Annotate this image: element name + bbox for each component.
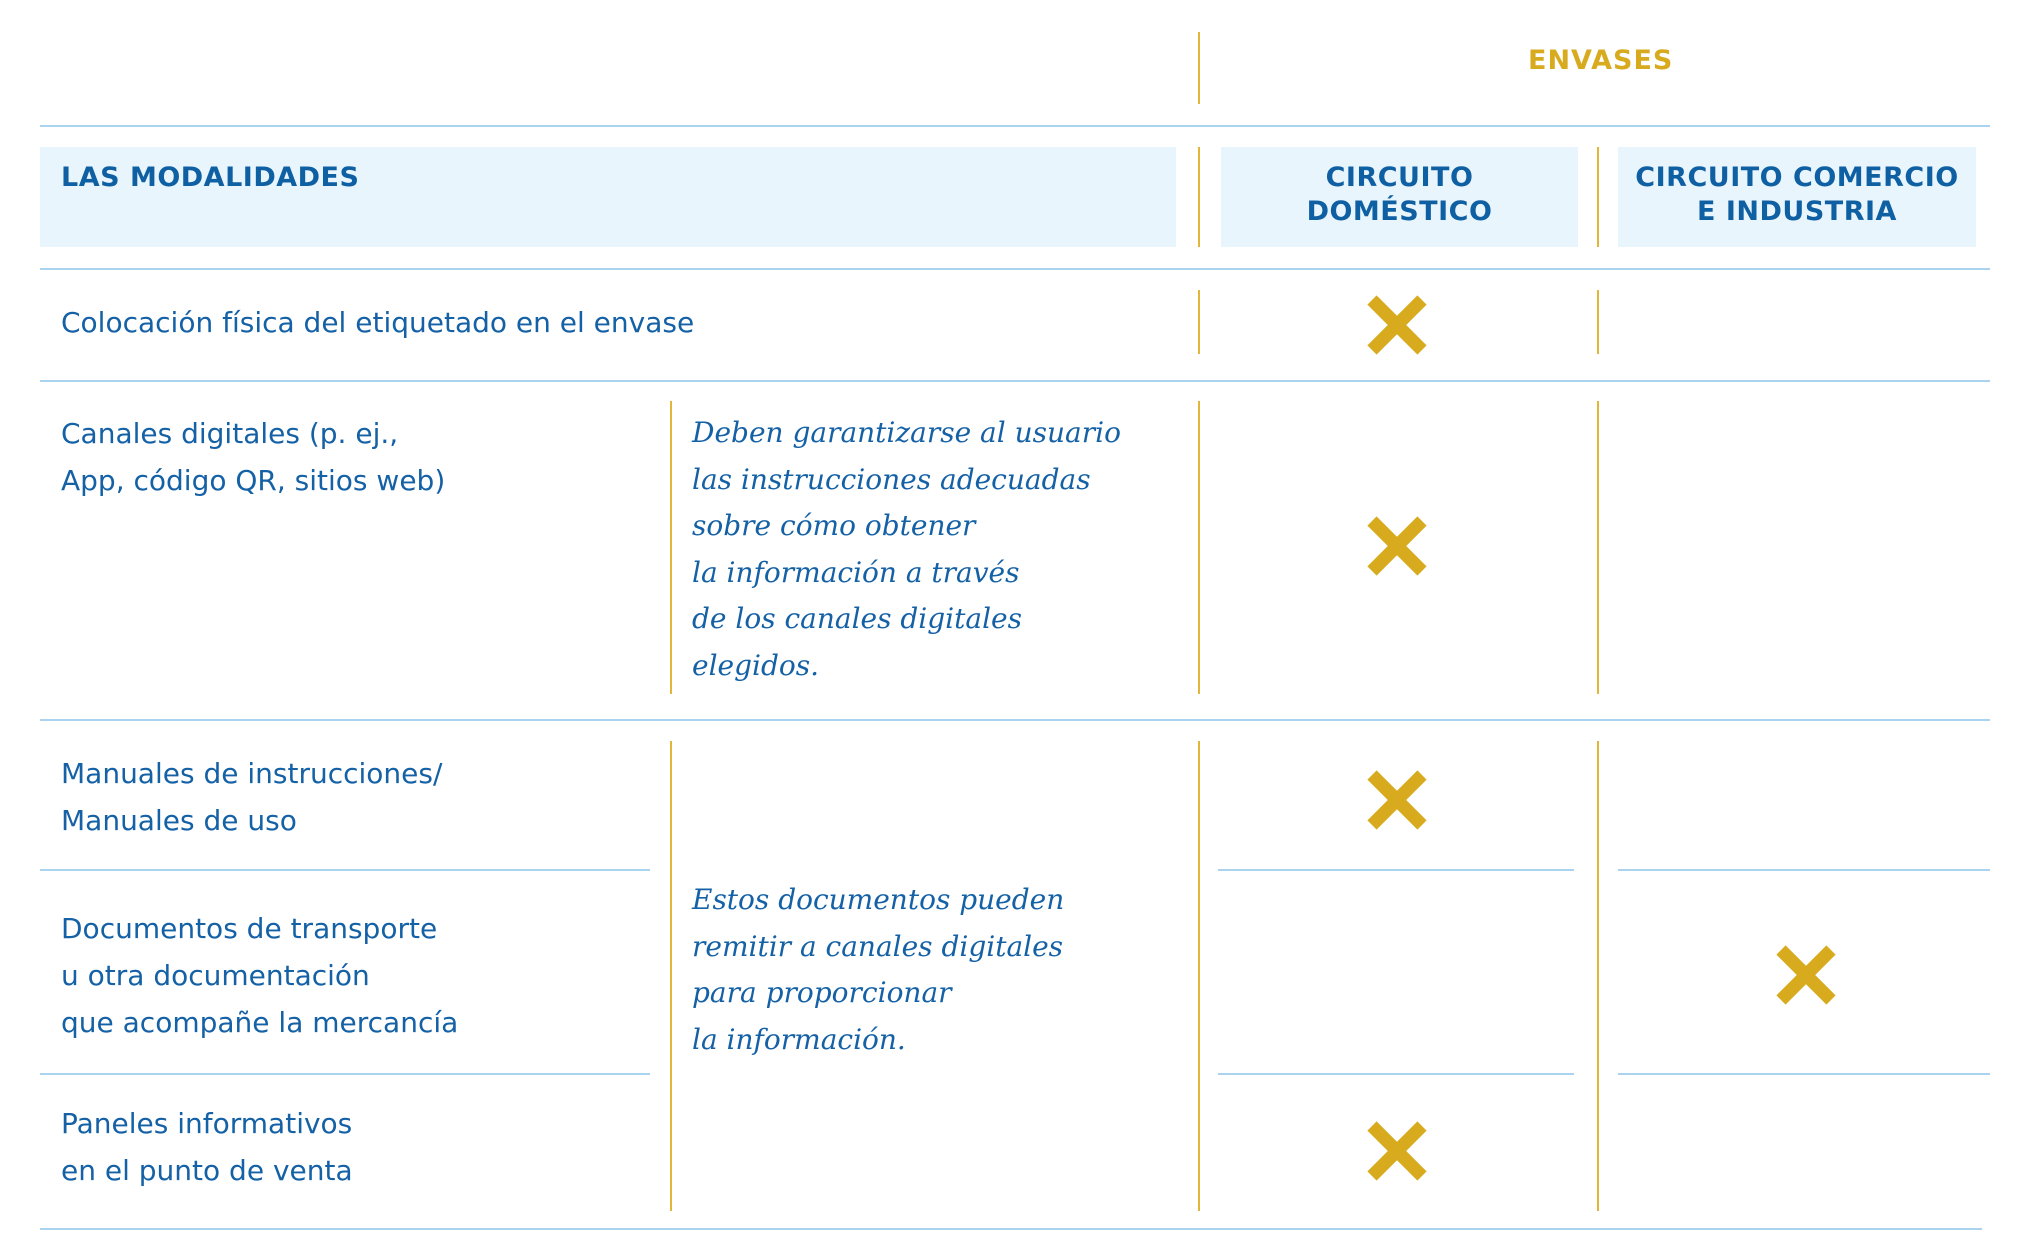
row1-divider-2 [1597,290,1599,354]
header-top-rule [40,125,1990,127]
cross-mark-icon [1364,1118,1430,1184]
row-rule-1 [40,268,1990,270]
note-divider-digital [670,401,672,694]
envases-title: ENVASES [1528,45,1674,76]
cross-mark-icon [1773,942,1839,1008]
domestic-header: CIRCUITO DOMÉSTICO [1306,162,1493,227]
row1-divider-1 [1198,290,1200,354]
industry-header: CIRCUITO COMERCIO E INDUSTRIA [1635,162,1959,227]
row-label-transport: Documentos de transporte u otra documentación que acompañe la mercancía [61,912,459,1039]
row2-divider-1 [1198,401,1200,694]
row-rule-4-left [40,869,650,871]
row-rule-4-industry [1618,869,1990,871]
cross-mark-icon [1364,513,1430,579]
cross-mark-icon [1364,767,1430,833]
row-rule-4-domestic [1218,869,1574,871]
row-label-manuals: Manuales de instrucciones/ Manuales de uso [61,757,443,837]
row-label-panels: Paneles informativos en el punto de venta [61,1107,353,1187]
note-documents: Estos documentos pueden remitir a canales digitales para proporcionar la información. [692,883,1065,1056]
modalidades-header: LAS MODALIDADES [61,162,360,193]
row-label-physical: Colocación física del etiquetado en el envase [61,306,695,339]
header-divider [1198,32,1200,104]
note-divider-documents [670,741,672,1211]
row-rule-3 [40,719,1990,721]
row-rule-5-domestic [1218,1073,1574,1075]
row-rule-5-left [40,1073,650,1075]
row-rule-2 [40,380,1990,382]
header-col-divider-2 [1597,147,1599,247]
cross-mark-icon [1364,292,1430,358]
note-digital: Deben garantizarse al usuario las instrucciones adecuadas sobre cómo obtener la información a través de los canales digitales elegidos. [692,416,1121,682]
row2-divider-2 [1597,401,1599,694]
bottom-rule [40,1228,1982,1230]
header-col-divider-1 [1198,147,1200,247]
row-label-digital: Canales digitales (p. ej., App, código QR, sitios web) [61,417,446,497]
group-divider-1 [1198,741,1200,1211]
group-divider-2 [1597,741,1599,1211]
row-rule-5-industry [1618,1073,1990,1075]
